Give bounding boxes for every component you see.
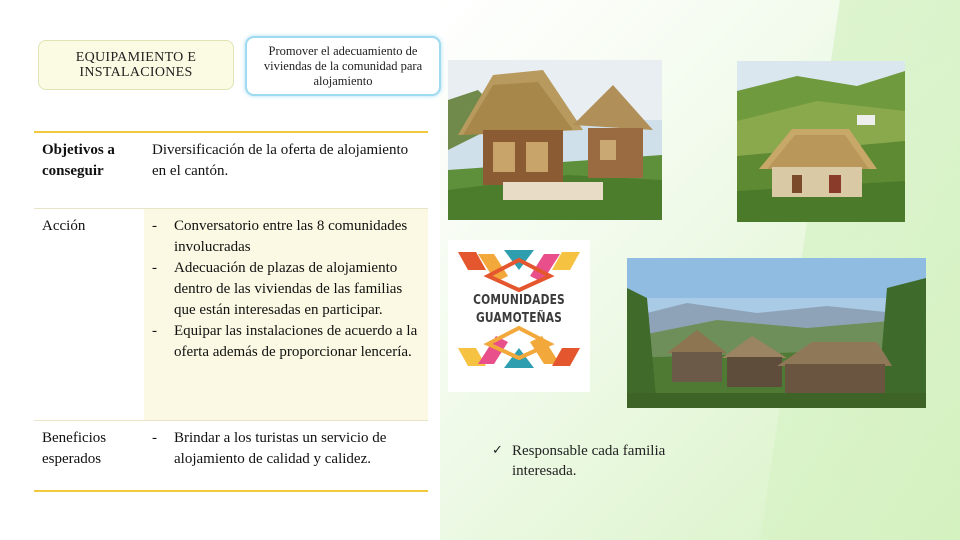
action-list: [152, 216, 420, 363]
list-item: - Conversatorio entre las 8 comunidades involucradas: [152, 218, 408, 255]
table-row-objectives: [34, 133, 428, 208]
photo-thatched-house: [448, 60, 662, 220]
list-item: - Brindar a los turistas un servicio de alojamiento de calidad y calidez.: [152, 430, 387, 467]
objective-callout: [245, 36, 441, 96]
objective-callout-text: Promover el adecuamiento de viviendas de la comunidad para alojamiento: [263, 43, 423, 88]
list-item: - Adecuación de plazas de alojamiento dentro de las viviendas de las familias que están interesadas en participar.: [152, 260, 403, 318]
row-label: Beneficios esperados: [42, 430, 107, 467]
comunidades-logo: [448, 240, 590, 392]
logo-line2: GUAMOTEÑAS: [475, 311, 563, 326]
responsible-note: [492, 441, 692, 481]
list-item: - Equipar las instalaciones de acuerdo a la oferta además de proporcionar lencería.: [152, 323, 418, 360]
row-content: [144, 209, 428, 420]
benefit-list: [152, 428, 420, 470]
plan-table: [34, 131, 428, 492]
section-tag-label: EQUIPAMIENTO E INSTALACIONES: [75, 50, 197, 80]
photo-village-panorama: [627, 258, 926, 408]
table-row-benefits: [34, 420, 428, 492]
row-content: Diversificación de la oferta de alojamiento en el cantón.: [152, 142, 409, 179]
row-content: [144, 421, 428, 490]
responsible-note-text: Responsable cada familia interesada.: [512, 443, 666, 479]
row-label: Objetivos a conseguir: [42, 142, 115, 179]
check-icon: ✓: [492, 443, 503, 458]
table-row-actions: [34, 208, 428, 420]
section-tag: [38, 40, 234, 90]
photo-hillside-hut: [737, 61, 905, 222]
row-label: Acción: [42, 218, 86, 234]
logo-line1: COMUNIDADES: [473, 293, 565, 308]
